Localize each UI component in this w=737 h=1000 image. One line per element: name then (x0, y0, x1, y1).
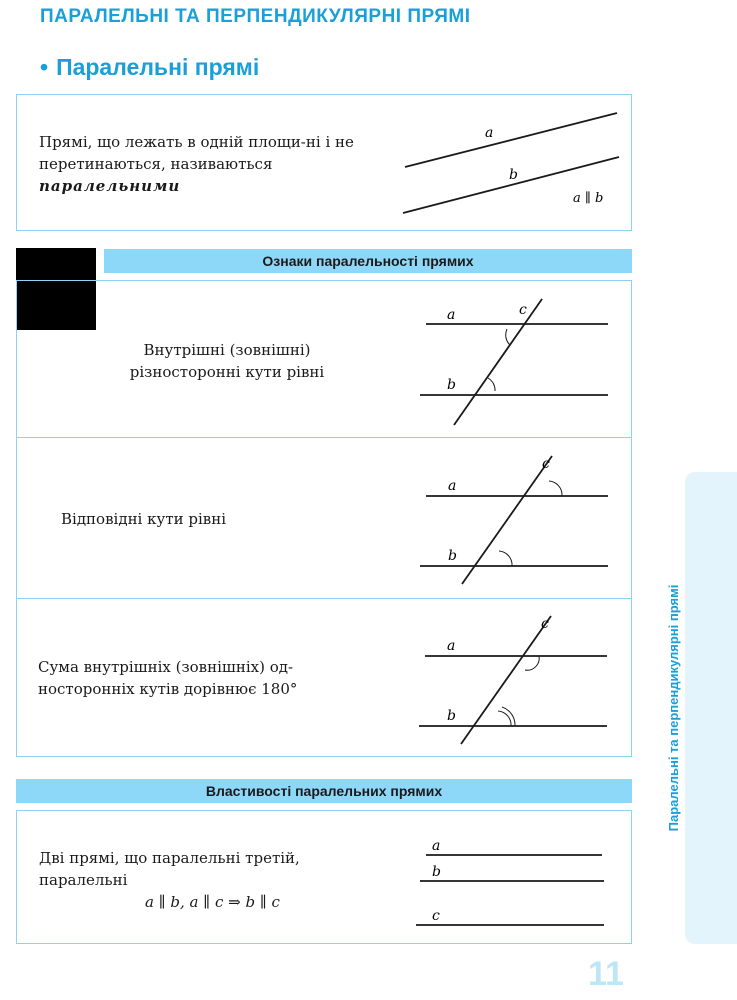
label-c: c (519, 302, 527, 318)
definition-box (16, 94, 632, 231)
label-c: c (541, 616, 549, 632)
properties-figure (412, 831, 612, 931)
parallel-lines-figure (397, 105, 627, 220)
signs-heading: Ознаки паралельності прямих (104, 249, 632, 273)
sign-row-2-text: Відповідні кути рівні (61, 510, 227, 528)
page-number: 11 (588, 955, 624, 993)
label-c: c (542, 456, 550, 472)
label-b: b (432, 864, 441, 880)
sidebar-label: Паралельні та перпендикулярні прямі (666, 584, 681, 832)
parallel-notation: a ∥ b (573, 191, 604, 206)
definition-text (39, 131, 375, 197)
sign-row-3-text: Сума внутрішніх (зовнішніх) од-носторонніх кутів дорівнює 180° (38, 658, 298, 698)
page-title: ПАРАЛЕЛЬНІ ТА ПЕРПЕНДИКУЛЯРНІ ПРЯМІ (40, 6, 471, 27)
properties-formula: a ∥ b, a ∥ c ⇒ b ∥ c (145, 893, 280, 911)
sign-row-2-figure (412, 448, 612, 593)
sign-row-1-figure (412, 291, 612, 431)
sidebar-tab (685, 472, 737, 944)
label-b: b (448, 548, 457, 564)
section-title (40, 54, 259, 81)
properties-text: Дві прямі, що паралельні третій, паралельні (39, 849, 300, 889)
label-a: a (447, 638, 456, 654)
sign-row-1 (16, 280, 632, 438)
signs-table (16, 280, 632, 757)
label-b: b (509, 167, 518, 183)
section-title-text: Паралельні прямі (56, 54, 260, 80)
properties-heading: Властивості паралельних прямих (16, 779, 632, 803)
label-a: a (448, 478, 457, 494)
bullet: • (40, 54, 49, 80)
sign-row-3 (16, 598, 632, 757)
label-b: b (447, 708, 456, 724)
label-a: a (447, 307, 456, 323)
label-a: a (485, 125, 494, 141)
sign-row-1-text: Внутрішні (зовнішні) різносторонні кути рівні (129, 341, 325, 381)
definition-emphasis: паралельними (39, 177, 181, 195)
label-b: b (447, 377, 456, 393)
label-c: c (432, 908, 440, 924)
sign-row-2 (16, 437, 632, 599)
definition-plain: Прямі, що лежать в одній площи-ні і не перетинаються, називаються (39, 133, 354, 173)
properties-box (16, 810, 632, 944)
sign-row-3-figure (411, 608, 611, 753)
label-a: a (432, 838, 441, 854)
sidebar-label-wrap (662, 472, 686, 944)
